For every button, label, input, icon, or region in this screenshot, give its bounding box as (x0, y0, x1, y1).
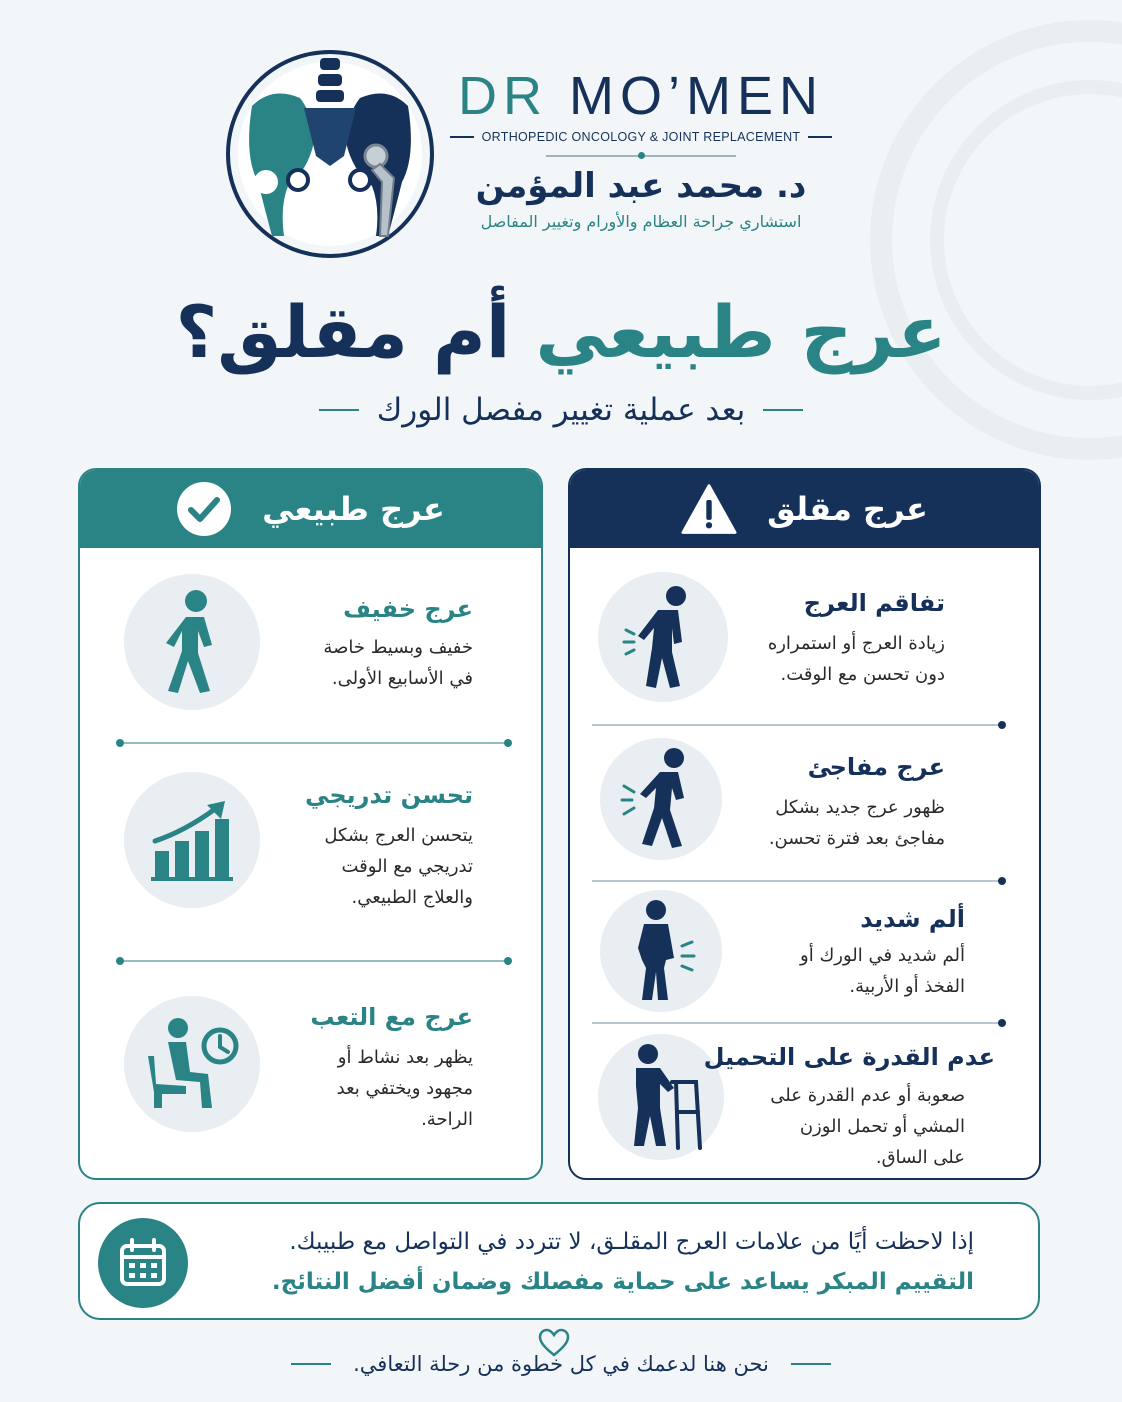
item-title: عرج مع التعب (310, 1003, 473, 1031)
warning-triangle-icon (681, 481, 737, 537)
concerning-limp-panel (568, 468, 1041, 1180)
brand-subtitle-line (808, 136, 832, 138)
item-description: يظهر بعد نشاط أو مجهود ويختفي بعد الراحة. (336, 1047, 473, 1130)
concerning-item (570, 572, 1039, 702)
advice-line-1: إذا لاحظت أيًا من علامات العرج المقلـق، لا تتردد في التواصل مع طبيبك. (289, 1229, 974, 1255)
footer-text: نحن هنا لدعمك في كل خطوة من رحلة التعافي. (353, 1352, 769, 1376)
page-subtitle-text: بعد عملية تغيير مفصل الورك (376, 392, 746, 428)
concerning-item (570, 890, 1039, 1020)
brand-title-main: MO’MEN (569, 66, 824, 126)
normal-limp-title: عرج طبيعي (262, 490, 445, 528)
normal-item (80, 570, 541, 710)
item-title: تفاقم العرج (803, 589, 945, 617)
item-divider (120, 960, 508, 962)
item-description: صعوبة أو عدم القدرة على المشي أو تحمل الوزن على الساق. (770, 1085, 965, 1168)
footer-line (791, 1363, 831, 1365)
footer (270, 1352, 852, 1376)
item-description: زيادة العرج أو استمراره دون تحسن مع الوقت. (767, 633, 945, 685)
concerning-limp-header (570, 470, 1039, 548)
advice-note (78, 1202, 1040, 1320)
item-description: ألم شديد في الورك أو الفخذ أو الأربية. (800, 945, 965, 997)
item-divider (592, 880, 1002, 882)
growth-chart-icon (124, 772, 260, 908)
normal-item (80, 990, 541, 1150)
brand-title-prefix: DR (458, 66, 548, 126)
item-title: عرج خفيف (343, 595, 473, 623)
brand-subtitle-text: ORTHOPEDIC ONCOLOGY & JOINT REPLACEMENT (481, 130, 801, 144)
item-title: عرج مفاجئ (807, 753, 945, 781)
page-title-part2: أم مقلق؟ (175, 290, 511, 374)
subtitle-line (319, 409, 359, 411)
hip-pain-person-icon (600, 890, 722, 1012)
item-divider (592, 1022, 1002, 1024)
subtitle-line (763, 409, 803, 411)
brand-subtitle (450, 130, 832, 144)
doctor-title: استشاري جراحة العظام والأورام وتغيير المفاصل (480, 212, 802, 231)
brand-divider (546, 152, 736, 160)
page-subtitle (260, 392, 862, 428)
page-title (100, 284, 1022, 380)
item-divider (120, 742, 508, 744)
page-title-part1: عرج طبيعي (535, 290, 947, 374)
item-title: عدم القدرة على التحميل (703, 1043, 995, 1071)
item-title: تحسن تدريجي (305, 781, 473, 809)
concerning-item (570, 738, 1039, 868)
brand-title (450, 64, 832, 128)
check-circle-icon (176, 481, 232, 537)
item-title: ألم شديد (860, 905, 965, 933)
limping-person-icon (598, 572, 728, 702)
normal-item (80, 766, 541, 926)
advice-text (272, 1222, 974, 1302)
calendar-icon (98, 1218, 188, 1308)
brand-subtitle-line (450, 136, 474, 138)
concerning-limp-title: عرج مقلق (767, 490, 928, 528)
pelvis-logo-icon (222, 46, 438, 262)
doctor-name: د. محمد عبد المؤمن (475, 166, 807, 206)
item-description: خفيف وبسيط خاصة في الأسابيع الأولى. (323, 637, 473, 689)
advice-line-2: التقييم المبكر يساعد على حماية مفصلك وضمان أفضل النتائج. (271, 1269, 974, 1295)
item-description: يتحسن العرج بشكل تدريجي مع الوقت والعلاج الطبيعي. (324, 825, 473, 908)
footer-line (291, 1363, 331, 1365)
item-divider (592, 724, 1002, 726)
normal-limp-panel (78, 468, 543, 1180)
sitting-person-clock-icon (124, 996, 260, 1132)
walking-person-icon (124, 574, 260, 710)
brand-block (450, 64, 832, 160)
concerning-item (570, 1032, 1039, 1172)
normal-limp-header (80, 470, 541, 548)
sudden-limp-person-icon (600, 738, 722, 860)
item-description: ظهور عرج جديد بشكل مفاجئ بعد فترة تحسن. (768, 797, 945, 849)
